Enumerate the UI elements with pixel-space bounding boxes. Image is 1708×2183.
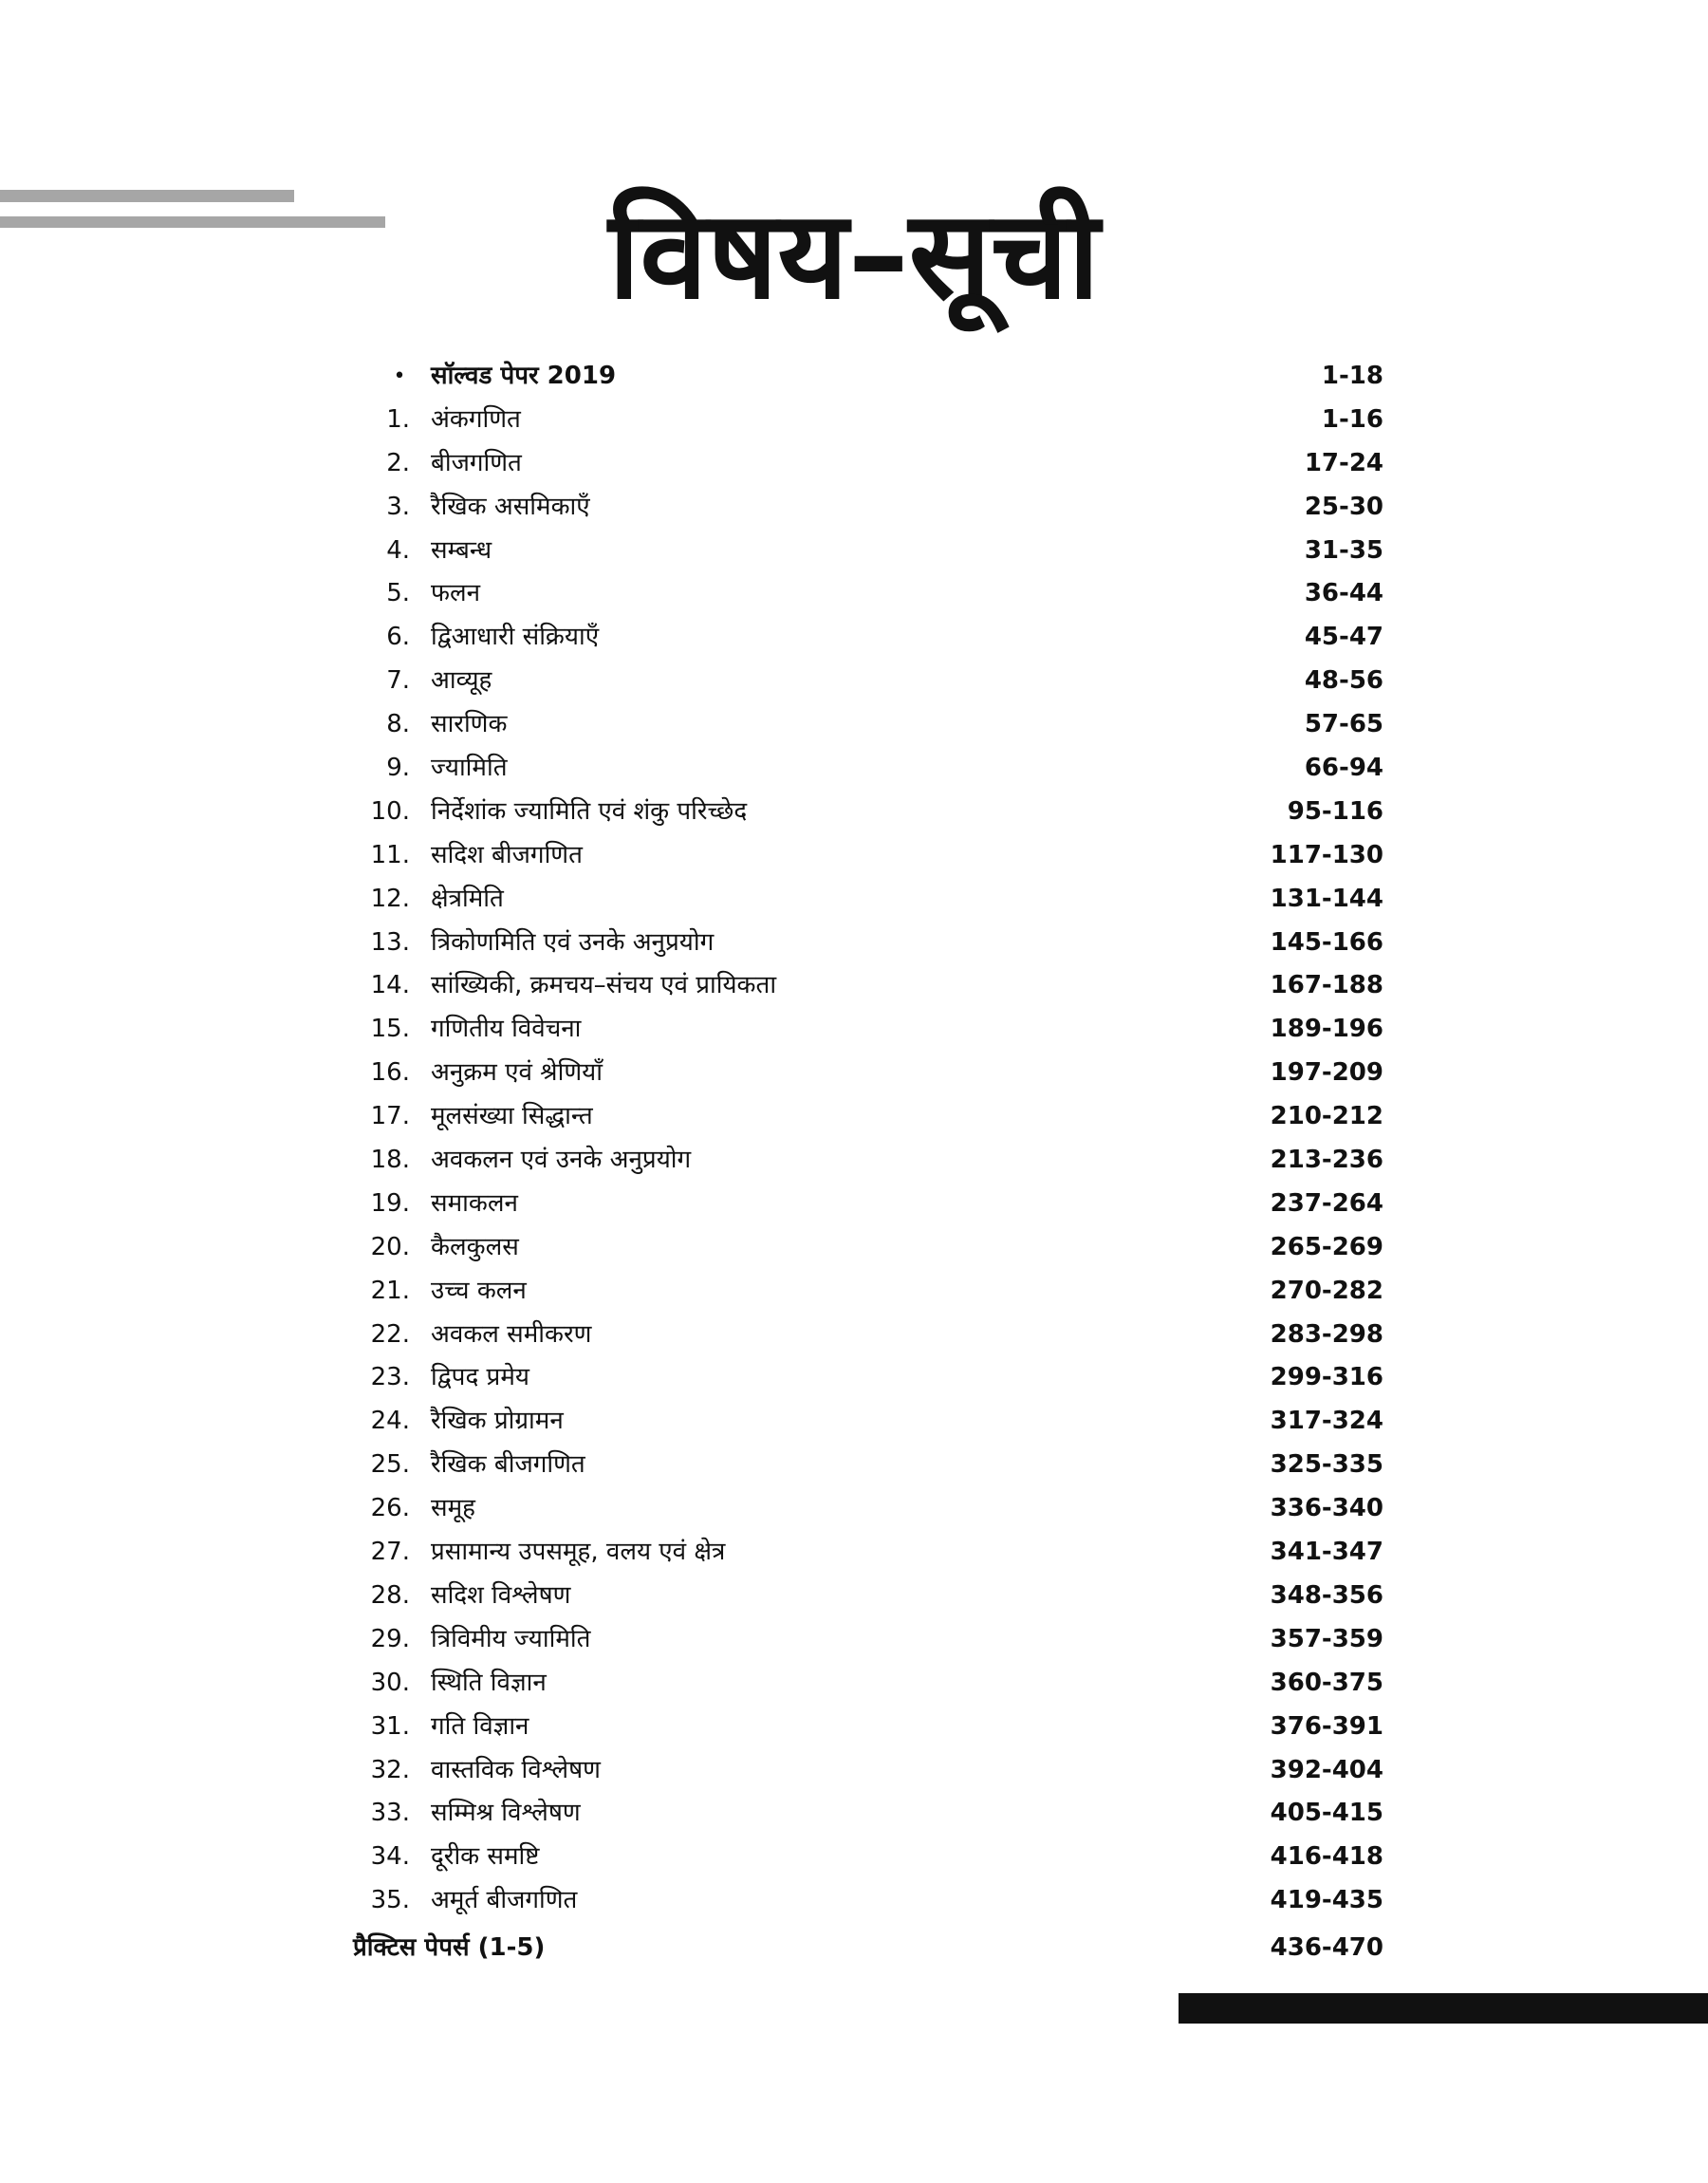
toc-entry-title: बीजगणित xyxy=(431,448,522,477)
toc-entry-number: 17. xyxy=(370,1102,410,1131)
toc-entry-title: उच्च कलन xyxy=(431,1276,527,1305)
toc-entry-number: 28. xyxy=(370,1580,410,1610)
toc-entry-pages: 265-269 xyxy=(1270,1232,1383,1261)
toc-entry-pages: 145-166 xyxy=(1270,927,1383,957)
toc-entry[interactable] xyxy=(353,616,1383,660)
toc-entry-title: फलन xyxy=(431,579,481,608)
toc-entry[interactable] xyxy=(353,747,1383,791)
toc-entry[interactable] xyxy=(353,572,1383,616)
toc-entry-pages: 17-24 xyxy=(1304,448,1383,477)
toc-entry[interactable] xyxy=(353,1314,1383,1357)
toc-entry-pages: 167-188 xyxy=(1270,971,1383,1000)
toc-entry[interactable] xyxy=(353,834,1383,878)
toc-entry[interactable] xyxy=(353,1618,1383,1662)
toc-entry-title: अंकगणित xyxy=(431,404,521,434)
toc-entry-title: ज्यामिति xyxy=(431,754,508,783)
toc-entry-number: 34. xyxy=(370,1842,410,1872)
toc-entry-title: रैखिक असमिकाएँ xyxy=(431,492,590,521)
toc-entry-pages: 189-196 xyxy=(1270,1015,1383,1044)
toc-entry[interactable] xyxy=(353,964,1383,1008)
toc-entry-title: रैखिक बीजगणित xyxy=(431,1450,585,1480)
toc-entry[interactable] xyxy=(353,1792,1383,1836)
toc-entry-title: गति विज्ञान xyxy=(431,1711,529,1741)
toc-entry-pages: 336-340 xyxy=(1270,1494,1383,1523)
toc-entry[interactable] xyxy=(353,442,1383,486)
toc-entry[interactable] xyxy=(353,1226,1383,1270)
toc-entry-title: दूरीक समष्टि xyxy=(431,1842,540,1872)
page-title: विषय–सूची xyxy=(608,185,1100,327)
toc-entry-title: मूलसंख्या सिद्धान्त xyxy=(431,1102,593,1131)
toc-entry-number: 14. xyxy=(370,971,410,1000)
toc-entry-title: रैखिक प्रोग्रामन xyxy=(431,1407,564,1436)
toc-entry-pages: 117-130 xyxy=(1270,840,1383,869)
toc-entry-number: 30. xyxy=(370,1668,410,1697)
toc-entry-number: 32. xyxy=(370,1755,410,1784)
toc-entry[interactable] xyxy=(353,1444,1383,1487)
toc-entry-title: निर्देशांक ज्यामिति एवं शंकु परिच्छेद xyxy=(431,796,748,826)
toc-entry-pages: 376-391 xyxy=(1270,1711,1383,1741)
toc-entry-number: 23. xyxy=(370,1363,410,1392)
toc-entry-solved-paper[interactable] xyxy=(353,355,1383,399)
toc-entry-pages: 45-47 xyxy=(1304,623,1383,652)
toc-entry-title: प्रैक्टिस पेपर्स (1-5) xyxy=(353,1933,546,1963)
toc-entry-pages: 436-470 xyxy=(1270,1933,1383,1963)
toc-entry-title: अमूर्त बीजगणित xyxy=(431,1886,578,1915)
toc-entry-pages: 31-35 xyxy=(1304,535,1383,565)
toc-entry-number: 8. xyxy=(386,710,410,739)
toc-entry-title: त्रिकोणमिति एवं उनके अनुप्रयोग xyxy=(431,927,715,957)
toc-entry-number: 9. xyxy=(386,754,410,783)
toc-entry-title: सारणिक xyxy=(431,710,508,739)
toc-entry-title: त्रिविमीय ज्यामिति xyxy=(431,1624,591,1653)
toc-entry-number: 26. xyxy=(370,1494,410,1523)
toc-entry[interactable] xyxy=(353,1662,1383,1706)
toc-entry-pages: 237-264 xyxy=(1270,1188,1383,1218)
toc-entry-pages: 66-94 xyxy=(1304,754,1383,783)
toc-entry-pages: 197-209 xyxy=(1270,1058,1383,1088)
toc-entry[interactable] xyxy=(353,1749,1383,1793)
toc-entry[interactable] xyxy=(353,1531,1383,1575)
toc-entry-title: अनुक्रम एवं श्रेणियाँ xyxy=(431,1058,603,1088)
toc-entry-number: 22. xyxy=(370,1319,410,1349)
toc-entry-pages: 213-236 xyxy=(1270,1146,1383,1175)
toc-entry-pages: 392-404 xyxy=(1270,1755,1383,1784)
toc-entry-pages: 48-56 xyxy=(1304,666,1383,696)
toc-entry-title: सांख्यिकी, क्रमचय–संचय एवं प्रायिकता xyxy=(431,971,777,1000)
toc-entry-number: 31. xyxy=(370,1711,410,1741)
toc-entry-pages: 357-359 xyxy=(1270,1624,1383,1653)
toc-entry-title: सदिश बीजगणित xyxy=(431,840,583,869)
toc-entry-number: 24. xyxy=(370,1407,410,1436)
toc-entry-practice-papers[interactable] xyxy=(353,1927,1383,1970)
toc-entry-number: 13. xyxy=(370,927,410,957)
toc-entry[interactable] xyxy=(353,878,1383,922)
toc-entry[interactable] xyxy=(353,1356,1383,1400)
toc-entry-pages: 317-324 xyxy=(1270,1407,1383,1436)
toc-entry-title: कैलकुलस xyxy=(431,1232,519,1261)
toc-entry-number: 33. xyxy=(370,1799,410,1828)
toc-entry-pages: 131-144 xyxy=(1270,884,1383,913)
toc-entry[interactable] xyxy=(353,1400,1383,1444)
toc-entry-number: 1. xyxy=(386,404,410,434)
toc-entry-pages: 348-356 xyxy=(1270,1580,1383,1610)
toc-entry-pages: 1-18 xyxy=(1321,362,1383,390)
toc-entry[interactable] xyxy=(353,1052,1383,1095)
toc-entry-number: 15. xyxy=(370,1015,410,1044)
toc-entry-title: द्विपद प्रमेय xyxy=(431,1363,529,1392)
toc-entry-title: सम्मिश्र विश्लेषण xyxy=(431,1799,581,1828)
toc-entry[interactable] xyxy=(353,486,1383,530)
toc-entry-title: सम्बन्ध xyxy=(431,535,492,565)
toc-entry-number: 25. xyxy=(370,1450,410,1480)
toc-entry-pages: 1-16 xyxy=(1321,404,1383,434)
toc-entry-number: 18. xyxy=(370,1146,410,1175)
toc-entry-number: 2. xyxy=(386,448,410,477)
toc-entry-number: 10. xyxy=(370,796,410,826)
toc-entry-number: 27. xyxy=(370,1538,410,1567)
toc-entry-pages: 210-212 xyxy=(1270,1102,1383,1131)
toc-entry[interactable] xyxy=(353,1008,1383,1052)
toc-entry-title: अवकल समीकरण xyxy=(431,1319,592,1349)
toc-entry-title: द्विआधारी संक्रियाएँ xyxy=(431,623,600,652)
toc-entry-number: 11. xyxy=(370,840,410,869)
toc-entry-pages: 25-30 xyxy=(1304,492,1383,521)
decorative-bar-bottom xyxy=(1179,1993,1708,2024)
toc-entry-title: सदिश विश्लेषण xyxy=(431,1580,571,1610)
toc-entry[interactable] xyxy=(353,1575,1383,1618)
toc-entry-number: 19. xyxy=(370,1188,410,1218)
toc-entry-title: वास्तविक विश्लेषण xyxy=(431,1755,601,1784)
toc-entry-title: प्रसामान्य उपसमूह, वलय एवं क्षेत्र xyxy=(431,1538,726,1567)
toc-entry[interactable] xyxy=(353,1879,1383,1923)
toc-entry-number: 21. xyxy=(370,1276,410,1305)
toc-entry-pages: 283-298 xyxy=(1270,1319,1383,1349)
toc-entry[interactable] xyxy=(353,1270,1383,1314)
toc-entry-number: 35. xyxy=(370,1886,410,1915)
toc-entry[interactable] xyxy=(353,791,1383,834)
toc-entry-title: सॉल्वड पेपर 2019 xyxy=(431,362,617,390)
toc-entry-pages: 95-116 xyxy=(1287,796,1383,826)
bullet-icon: • xyxy=(393,364,406,388)
toc-entry-number: 5. xyxy=(386,579,410,608)
toc-entry-title: समाकलन xyxy=(431,1188,518,1218)
toc-entry-pages: 405-415 xyxy=(1270,1799,1383,1828)
toc-entry[interactable] xyxy=(353,1836,1383,1879)
toc-entry[interactable] xyxy=(353,703,1383,747)
toc-entry[interactable] xyxy=(353,1183,1383,1226)
toc-entry-title: स्थिति विज्ञान xyxy=(431,1668,547,1697)
toc-entry-number: 7. xyxy=(386,666,410,696)
toc-entry-pages: 299-316 xyxy=(1270,1363,1383,1392)
toc-entry-number: 20. xyxy=(370,1232,410,1261)
toc-entry-title: अवकलन एवं उनके अनुप्रयोग xyxy=(431,1146,692,1175)
toc-entry[interactable] xyxy=(353,1706,1383,1749)
toc-entry-title: समूह xyxy=(431,1494,475,1523)
toc-entry-pages: 419-435 xyxy=(1270,1886,1383,1915)
toc-entry-pages: 57-65 xyxy=(1304,710,1383,739)
table-of-contents xyxy=(353,355,1383,1970)
toc-entry-number: 29. xyxy=(370,1624,410,1653)
toc-entry-title: क्षेत्रमिति xyxy=(431,884,504,913)
toc-entry[interactable] xyxy=(353,1139,1383,1183)
toc-entry[interactable] xyxy=(353,922,1383,965)
toc-entry-pages: 360-375 xyxy=(1270,1668,1383,1697)
toc-entry-title: आव्यूह xyxy=(431,666,492,696)
toc-entry-number: 4. xyxy=(386,535,410,565)
toc-entry[interactable] xyxy=(353,399,1383,442)
toc-entry[interactable] xyxy=(353,530,1383,573)
toc-entry-number: 16. xyxy=(370,1058,410,1088)
toc-entry[interactable] xyxy=(353,1487,1383,1531)
toc-entry-pages: 270-282 xyxy=(1270,1276,1383,1305)
toc-entry-number: 6. xyxy=(386,623,410,652)
toc-entry-pages: 341-347 xyxy=(1270,1538,1383,1567)
toc-entry[interactable] xyxy=(353,1095,1383,1139)
toc-entry-pages: 325-335 xyxy=(1270,1450,1383,1480)
toc-entry-number: 3. xyxy=(386,492,410,521)
toc-entry-title: गणितीय विवेचना xyxy=(431,1015,582,1044)
toc-entry-number: 12. xyxy=(370,884,410,913)
toc-entry-pages: 416-418 xyxy=(1270,1842,1383,1872)
chapter-list xyxy=(353,399,1383,1923)
toc-entry[interactable] xyxy=(353,660,1383,703)
toc-entry-pages: 36-44 xyxy=(1304,579,1383,608)
